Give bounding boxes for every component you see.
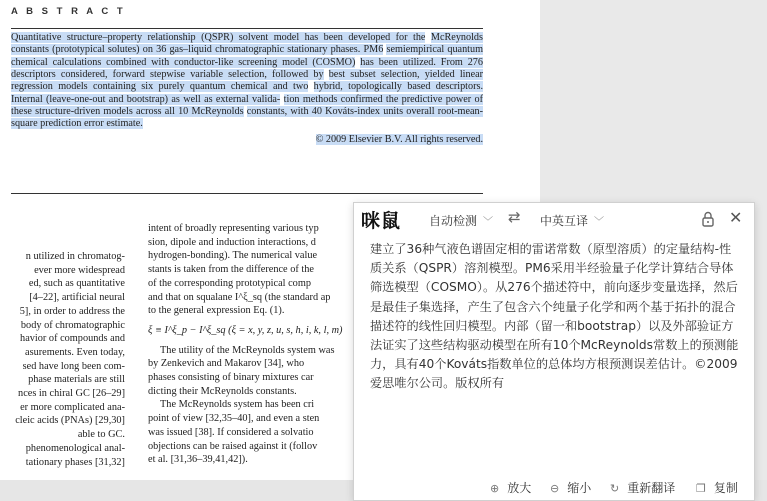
target-language-label: 中英互译	[540, 214, 589, 228]
text-line: intent of broadly representing various typ	[148, 223, 319, 234]
right-column	[148, 222, 358, 467]
zoom-in-label: 放大	[507, 481, 532, 495]
zoom-in-icon: ⊕	[490, 482, 500, 495]
abstract-line: best subset selection, yielded linear regression models containing six purely quantum chemical and two	[11, 69, 484, 93]
text-line: objections can be raised against it (follov	[148, 440, 318, 452]
abstract-line: McReynolds constants (prototypical solutes) on 36 gas–liquid chromatographic stationary phases. PM6	[11, 32, 483, 56]
zoom-out-button[interactable]	[550, 479, 591, 496]
text-line: hydrogen-bonding). The numerical value	[148, 250, 318, 262]
text-line: et al. [31,36–39,41,42]).	[148, 454, 248, 466]
source-language-select[interactable]	[429, 212, 493, 229]
copy-label: 复制	[713, 481, 738, 495]
text-line: and that on squalane I^ξ_sq (the standard ap	[148, 291, 331, 303]
close-icon[interactable]: ✕	[729, 208, 743, 227]
retranslate-button[interactable]	[610, 479, 675, 496]
divider	[11, 28, 483, 29]
text-line: phase materials are still	[28, 374, 125, 386]
text-line: sed have long been com-	[22, 360, 125, 372]
target-language-select[interactable]	[540, 212, 604, 229]
text-line: was issued [38]. If considered a solvatio	[148, 426, 314, 438]
text-line: The utility of the McReynolds system was	[160, 344, 335, 356]
zoom-in-button[interactable]	[490, 479, 531, 496]
text-line: asurements. Even today,	[25, 346, 125, 358]
text-line: by Zenkevich and Makarov [34], who	[148, 358, 305, 370]
text-line: of the corresponding prototypical comp	[148, 277, 311, 289]
text-line: The McReynolds system has been cri	[160, 399, 315, 411]
text-line: ever more widespread	[34, 264, 125, 276]
abstract-line: constants, with 40 Kováts-index units overall root-mean-square prediction error estimate.	[11, 106, 483, 130]
source-language-label: 自动检测	[429, 214, 478, 228]
abstract-line: has been utilized. From 276 descriptors considered, forward stepwise variable selection, followed by	[11, 56, 483, 81]
abstract-line: hybrid, topologically based descriptors. Internal (leave-one-out and bootstrap) as well as external valida-	[11, 81, 484, 105]
retranslate-label: 重新翻译	[627, 481, 676, 495]
text-line: phases consisting of binary mixtures car	[148, 372, 314, 384]
refresh-icon: ↻	[610, 482, 620, 495]
text-line: tationary phases [31,32]	[25, 456, 125, 468]
translator-popup[interactable]	[353, 202, 755, 501]
chevron-down-icon: ﹀	[594, 217, 605, 228]
text-line: nces in chiral GC [26–29]	[18, 388, 125, 400]
text-line: er more complicated ana-	[20, 401, 125, 413]
zoom-out-icon: ⊖	[550, 482, 560, 495]
equation: ξ ≡ I^ξ_p − I^ξ_sq (ξ = x, y, z, u, s, h, i, k, l, m)	[148, 324, 343, 336]
text-line: ed, such as quantitative	[28, 278, 125, 290]
divider	[11, 193, 483, 194]
copy-button[interactable]	[696, 479, 738, 496]
copyright: © 2009 Elsevier B.V. All rights reserved.	[315, 134, 483, 145]
app-logo: 咪鼠	[361, 210, 402, 232]
abstract-text[interactable]	[11, 32, 483, 131]
chevron-down-icon: ﹀	[483, 217, 494, 228]
text-line: havior of compounds and	[20, 333, 125, 345]
translation-text[interactable]: 建立了36种气液色谱固定相的雷诺常数（原型溶质）的定量结构-性质关系（QSPR）溶剂模型。PM6采用半经验量子化学计算结合导体筛选模型（COSMO）。从276个描述符中，前向逐步变量选择，然后是最佳子集选择，产生了包含六个纯量子化学和两个基于拓扑的混合描述符的线性回归模型。内部（留一和bootstrap）以及外部验证方法证实了这些结构驱动模型在所有10个McReynolds常数上的预测能力，具有40个Kováts指数单位的总体均方根预测误差估计。©2009爱思唯尔公司。版权所有	[370, 242, 739, 391]
text-line: phenomenological anal-	[25, 442, 125, 454]
translator-footer	[354, 476, 754, 498]
text-line: body of chromatographic	[20, 319, 125, 331]
text-line: stants is taken from the difference of the	[148, 264, 314, 276]
text-line: dicting their McReynolds constants.	[148, 385, 297, 397]
lock-icon[interactable]	[700, 210, 716, 228]
abstract-line: tion methods confirmed the predictive power of these structure-driven models across all 10 McReynolds	[11, 93, 484, 118]
text-line: point of view [32,35–40], and even a sten	[148, 413, 320, 425]
text-line: n utilized in chromatog-	[25, 251, 125, 262]
text-line: [4–22], artificial neural	[29, 292, 125, 304]
left-column	[0, 250, 125, 469]
text-line: cleic acids (PNAs) [29,30]	[15, 415, 125, 427]
translator-header	[354, 203, 754, 235]
copy-icon: ❐	[696, 482, 706, 495]
text-line: sion, dipole and induction interactions, d	[148, 236, 316, 248]
zoom-out-label: 缩小	[567, 481, 592, 495]
swap-languages-icon[interactable]: ⇄	[508, 208, 521, 226]
text-line: 5], in order to address the	[19, 305, 125, 317]
abstract-line: Quantitative structure–property relationship (QSPR) solvent model has been developed for the	[11, 32, 426, 43]
text-line: to the general expression Eq. (1).	[148, 305, 285, 317]
abstract-heading: A B S T R A C T	[11, 6, 126, 17]
text-line: able to GC.	[77, 429, 125, 441]
abstract-line: semiempirical quantum chemical calculations combined with conductor-like screening model (COSMO)	[11, 44, 484, 68]
